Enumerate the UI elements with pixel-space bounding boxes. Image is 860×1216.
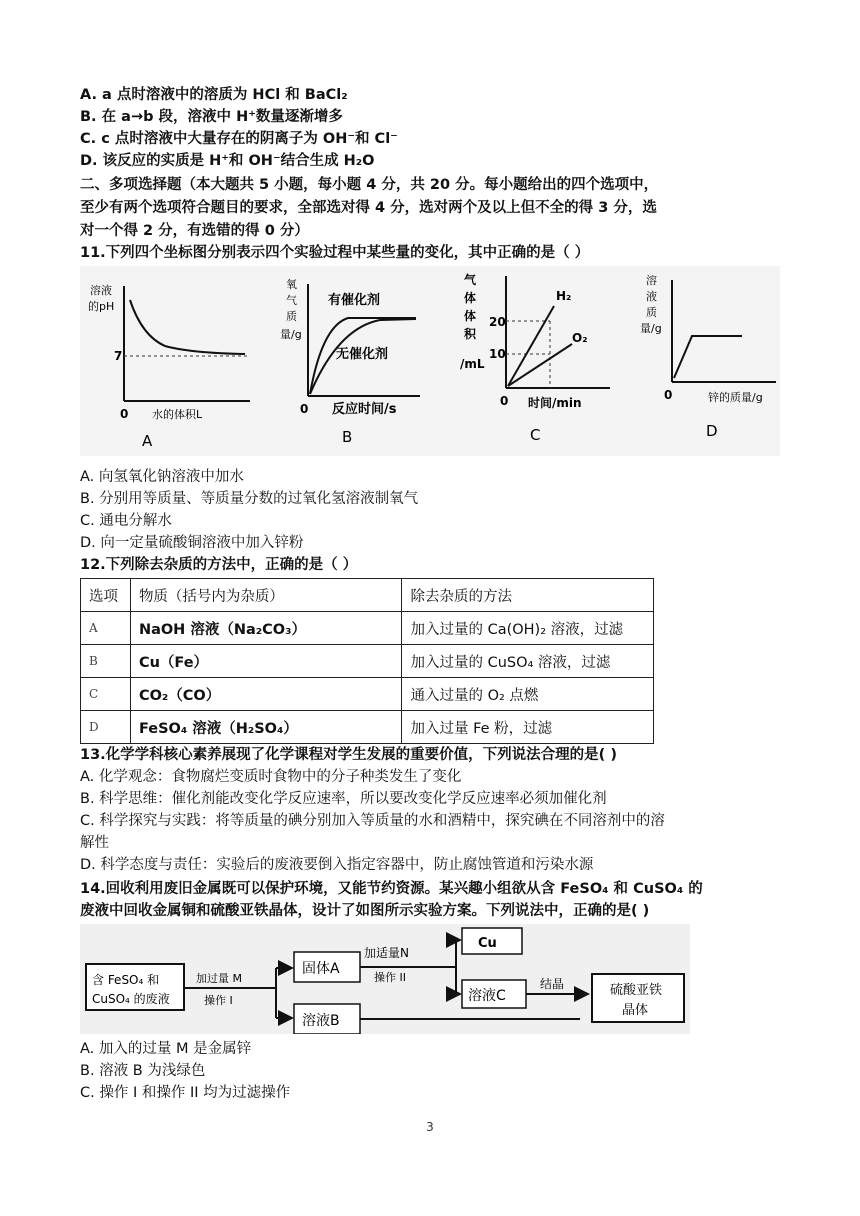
q13-option-a: A. 化学观念：食物腐烂变质时食物中的分子种类发生了变化 [80, 769, 462, 785]
q14-option-a: A. 加入的过量 M 是金属锌 [80, 1041, 252, 1057]
q11-option-c: C. 通电分解水 [80, 513, 172, 529]
graph-b-ylabel-2: 质 [286, 310, 297, 323]
graph-b-ylabel-0: 氧 [286, 278, 297, 291]
q11-option-b: B. 分别用等质量、等质量分数的过氧化氢溶液制氧气 [80, 491, 419, 507]
graph-a-tick-7: 7 [114, 349, 123, 363]
arrow-m-label-2: 操作 I [204, 994, 233, 1007]
q13-option-c-cont: 解性 [80, 835, 109, 851]
arrow-m-label-1: 加过量 M [196, 972, 242, 985]
graph-c-tick-10: 10 [489, 347, 506, 361]
graph-d-ylabel-3: 量/g [640, 322, 662, 335]
row-label: C [81, 678, 131, 711]
q13-option-c: C. 科学探究与实践：将等质量的碘分别加入等质量的水和酒精中，探究碘在不同溶剂中的溶 [80, 813, 665, 829]
row-method: 通入过量的 O₂ 点燃 [402, 678, 654, 711]
graph-c-ylabel-4: /mL [460, 357, 485, 371]
graph-d-ylabel-2: 质 [646, 306, 657, 319]
solution-c-label: 溶液C [468, 988, 506, 1004]
q13-stem: 13.化学学科核心素养展现了化学课程对学生发展的重要价值，下列说法合理的是( ) [80, 747, 617, 763]
q12-table [80, 578, 654, 744]
graph-c-ylabel-2: 体 [464, 309, 477, 323]
graph-b-letter: B [342, 428, 353, 446]
row-method: 加入过量 Fe 粉，过滤 [402, 711, 654, 744]
q13-option-d: D. 科学态度与责任：实验后的废液要倒入指定容器中，防止腐蚀管道和污染水源 [80, 857, 594, 873]
graph-d-ylabel-0: 溶 [646, 274, 657, 287]
row-label: B [81, 645, 131, 678]
solid-a-label: 固体A [302, 961, 340, 977]
row-substance: Cu（Fe） [130, 645, 402, 678]
q12-stem: 12.下列除去杂质的方法中，正确的是（ ） [80, 557, 358, 573]
q14-option-b: B. 溶液 B 为浅绿色 [80, 1063, 206, 1079]
q11-option-d: D. 向一定量硫酸铜溶液中加入锌粉 [80, 535, 304, 551]
graph-b-xlabel: 反应时间/s [332, 402, 397, 417]
graph-b-origin: 0 [300, 402, 309, 416]
row-substance: FeSO₄ 溶液（H₂SO₄） [130, 711, 402, 744]
graph-b-ylabel-1: 气 [286, 294, 297, 307]
graph-a-letter: A [142, 432, 153, 450]
q10-option-c: C. c 点时溶液中大量存在的阴离子为 OH⁻和 Cl⁻ [80, 131, 398, 147]
q11-graphs [80, 266, 780, 456]
header-substance: 物质（括号内为杂质） [130, 579, 402, 612]
graph-d-letter: D [706, 422, 718, 440]
header-option: 选项 [81, 579, 131, 612]
q11-stem: 11.下列四个坐标图分别表示四个实验过程中某些量的变化，其中正确的是（ ） [80, 245, 590, 261]
row-substance: CO₂（CO） [130, 678, 402, 711]
table-row [81, 612, 654, 645]
q14-stem-2: 废液中回收金属铜和硫酸亚铁晶体，设计了如图所示实验方案。下列说法中，正确的是( ) [80, 903, 650, 919]
q10-option-d: D. 该反应的实质是 H⁺和 OH⁻结合生成 H₂O [80, 153, 375, 169]
q14-option-c: C. 操作 I 和操作 II 均为过滤操作 [80, 1085, 291, 1101]
graph-a-ylabel1: 溶液 [90, 284, 112, 297]
section2-line3: 对一个得 2 分，有选错的得 0 分） [80, 223, 309, 239]
graph-c-line-o2: O₂ [572, 331, 588, 345]
q14-stem-1: 14.回收利用废旧金属既可以保护环境，又能节约资源。某兴趣小组欲从含 FeSO₄ 和 CuSO₄ 的 [80, 881, 703, 897]
q11-option-a: A. 向氢氧化钠溶液中加水 [80, 469, 244, 485]
graph-d-xlabel: 锌的质量/g [708, 391, 763, 404]
graph-b-ylabel-3: 量/g [280, 328, 302, 341]
q10-option-a: A. a 点时溶液中的溶质为 HCl 和 BaCl₂ [80, 87, 348, 103]
table-row [81, 711, 654, 744]
product-label-2: 晶体 [622, 1003, 649, 1018]
product-label-1: 硫酸亚铁 [610, 983, 663, 998]
graph-c-ylabel-1: 体 [464, 291, 477, 305]
table-header-row [81, 579, 654, 612]
row-method: 加入过量的 Ca(OH)₂ 溶液，过滤 [402, 612, 654, 645]
row-substance: NaOH 溶液（Na₂CO₃） [130, 612, 402, 645]
q14-flowchart [80, 924, 690, 1034]
q10-option-b: B. 在 a→b 段，溶液中 H⁺数量逐渐增多 [80, 109, 343, 125]
graph-c-xlabel: 时间/min [528, 396, 582, 410]
cu-label: Cu [478, 936, 497, 951]
row-label: D [81, 711, 131, 744]
table-row [81, 645, 654, 678]
graph-d-ylabel-1: 液 [646, 290, 657, 303]
graph-c-ylabel-3: 积 [464, 327, 477, 341]
page-number: 3 [426, 1120, 434, 1134]
graph-a-xlabel: 水的体积L [152, 408, 203, 421]
graph-b-curve2: 无催化剂 [336, 347, 389, 362]
graph-b-curve1: 有催化剂 [328, 293, 381, 308]
graph-a-origin: 0 [120, 407, 129, 421]
arrow-n-label-2: 操作 II [374, 971, 406, 984]
crystallize-label: 结晶 [540, 977, 565, 991]
header-method: 除去杂质的方法 [402, 579, 654, 612]
graph-c-letter: C [530, 426, 541, 444]
graph-a-ylabel2: 的pH [88, 300, 115, 313]
solution-b-label: 溶液B [302, 1013, 340, 1029]
graph-c-origin: 0 [500, 394, 509, 408]
graph-c-line-h2: H₂ [556, 289, 572, 303]
table-row [81, 678, 654, 711]
row-method: 加入过量的 CuSO₄ 溶液，过滤 [402, 645, 654, 678]
graph-c-tick-20: 20 [489, 315, 506, 329]
row-label: A [81, 612, 131, 645]
arrow-n-label-1: 加适量N [364, 946, 409, 960]
graph-d-origin: 0 [664, 388, 673, 402]
start-label-2: CuSO₄ 的废液 [92, 992, 170, 1006]
q13-option-b: B. 科学思维：催化剂能改变化学反应速率，所以要改变化学反应速率必须加催化剂 [80, 791, 607, 807]
section2-line1: 二、多项选择题（本大题共 5 小题，每小题 4 分，共 20 分。每小题给出的四个选项中， [80, 177, 659, 193]
start-label-1: 含 FeSO₄ 和 [92, 973, 160, 987]
graph-c-ylabel-0: 气 [464, 273, 477, 287]
section2-line2: 至少有两个选项符合题目的要求，全部选对得 4 分，选对两个及以上但不全的得 3 分，选 [80, 200, 657, 216]
